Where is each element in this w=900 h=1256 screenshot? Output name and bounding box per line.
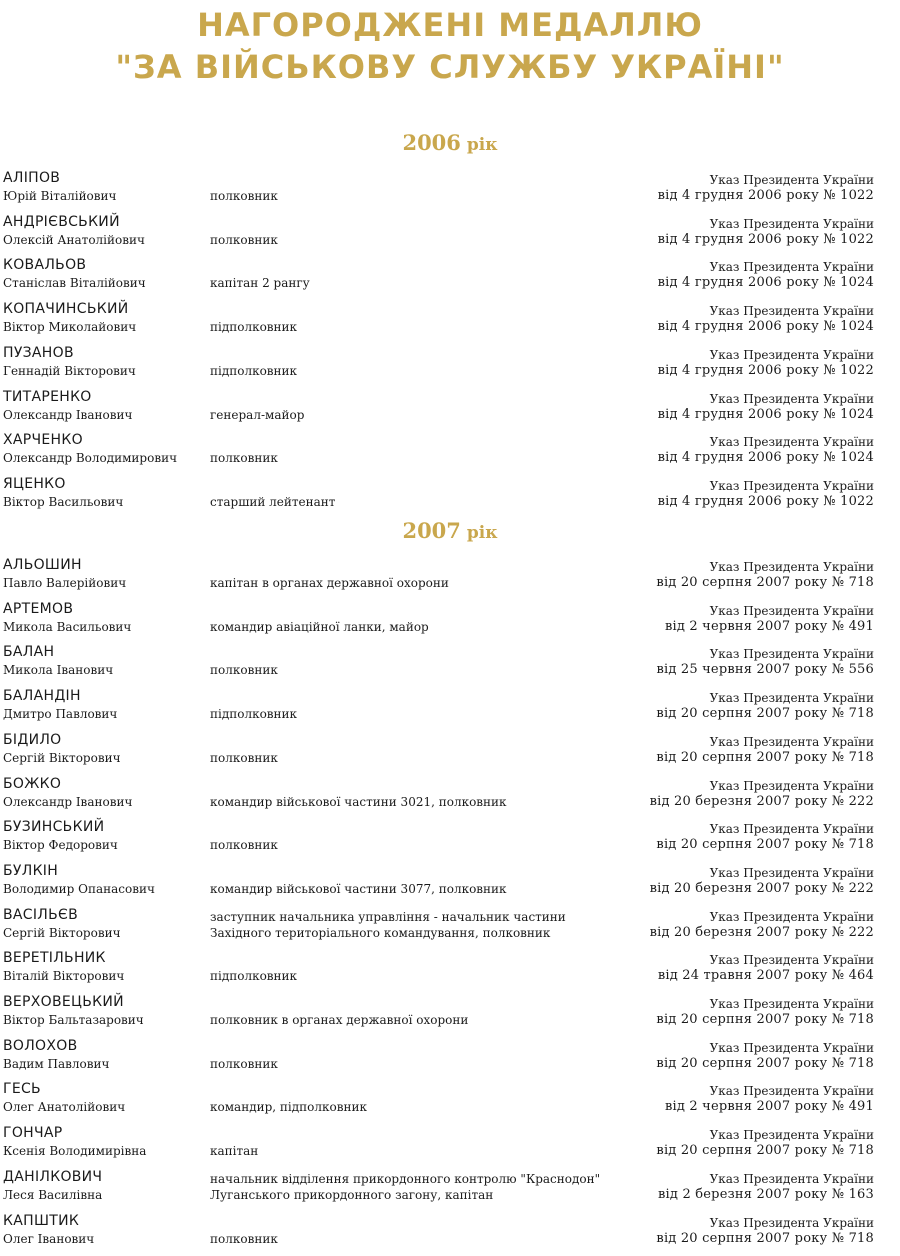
decree-reference: від 2 червня 2007 року № 491 <box>664 1099 874 1115</box>
awardee-entry <box>0 994 900 1034</box>
decree-issuer: Указ Президента України <box>709 347 874 362</box>
decree-reference: від 20 серпня 2007 року № 718 <box>656 1055 874 1071</box>
awardee-entry <box>0 644 900 684</box>
awardee-given-names: Вадим Павлович <box>3 1056 110 1071</box>
decree-issuer: Указ Президента України <box>709 909 874 924</box>
decree-reference: від 20 березня 2007 року № 222 <box>649 880 874 896</box>
awardee-surname: БІДИЛО <box>3 731 62 748</box>
awardee-rank: полковник <box>210 1056 278 1071</box>
awardee-given-names: Володимир Опанасович <box>3 881 155 896</box>
awardee-entry <box>0 950 900 990</box>
awardee-surname: ДАНІЛКОВИЧ <box>3 1168 103 1185</box>
year-number: 2006 <box>402 130 461 155</box>
awardee-rank: командир авіаційної ланки, майор <box>210 619 429 634</box>
awardee-entry <box>0 432 900 472</box>
awardee-given-names: Олег Іванович <box>3 1231 95 1246</box>
awardee-given-names: Віктор Бальтазарович <box>3 1013 144 1027</box>
awardee-position-line-1: заступник начальника управління - начальник частини <box>210 909 566 924</box>
awardee-rank: капітан 2 рангу <box>210 276 310 291</box>
page-title-line-2: "ЗА ВІЙСЬКОВУ СЛУЖБУ УКРАЇНІ" <box>115 48 785 86</box>
decree-issuer: Указ Президента України <box>709 953 874 968</box>
decree-issuer: Указ Президента України <box>709 822 874 837</box>
awardee-surname: ПУЗАНОВ <box>3 344 74 361</box>
decree-reference: від 20 серпня 2007 року № 718 <box>656 1012 874 1027</box>
awardee-surname: КОВАЛЬОВ <box>3 257 87 274</box>
awardee-surname: ХАРЧЕНКО <box>3 432 83 449</box>
awardee-rank: полковник <box>210 838 278 853</box>
awardee-surname: БУЛКІН <box>3 862 59 879</box>
awardee-given-names: Станіслав Віталійович <box>3 276 146 291</box>
awardee-rank: командир військової частини 3077, полковник <box>210 881 507 896</box>
awardee-surname: ТИТАРЕНКО <box>3 388 92 405</box>
decree-reference: від 4 грудня 2006 року № 1022 <box>657 188 874 203</box>
awardee-surname: КАПШТИК <box>3 1212 80 1229</box>
decree-reference: від 4 грудня 2006 року № 1024 <box>657 319 874 335</box>
year-number: 2007 <box>402 518 461 543</box>
decree-issuer: Указ Президента України <box>709 478 874 493</box>
awardee-entry <box>0 1213 900 1253</box>
awardee-surname: БАЛАН <box>3 644 55 661</box>
decree-issuer: Указ Президента України <box>709 865 874 880</box>
awardee-rank: полковник <box>210 750 278 765</box>
awardee-entry <box>0 476 900 516</box>
awardee-entry <box>0 732 900 772</box>
awardee-entry <box>0 557 900 597</box>
awardee-entry <box>0 1169 900 1209</box>
decree-reference: від 4 грудня 2006 року № 1024 <box>657 406 874 422</box>
awardee-entry <box>0 345 900 385</box>
decree-issuer: Указ Президента України <box>709 603 874 618</box>
awardee-rank: підполковник <box>210 363 298 378</box>
decree-reference: від 4 грудня 2006 року № 1022 <box>657 231 874 247</box>
awardee-given-names: Олексій Анатолійович <box>3 232 145 247</box>
awardee-surname: БОЖКО <box>3 775 62 792</box>
awardee-given-names: Дмитро Павлович <box>3 707 118 722</box>
awardee-rank: полковник <box>210 663 278 678</box>
awardee-rank: підполковник <box>210 969 298 984</box>
awardee-entry <box>0 1038 900 1078</box>
awardee-given-names: Олег Анатолійович <box>3 1100 126 1115</box>
awardee-surname: АЛЬОШИН <box>3 557 82 573</box>
awardee-surname: БУЗИНСЬКИЙ <box>3 819 105 836</box>
decree-reference: від 20 березня 2007 року № 222 <box>649 924 874 940</box>
decree-reference: від 20 серпня 2007 року № 718 <box>656 575 874 590</box>
awardee-rank: капітан <box>210 1144 259 1159</box>
awardee-rank: полковник <box>210 189 278 203</box>
decree-issuer: Указ Президента України <box>709 560 874 574</box>
decree-reference: від 20 серпня 2007 року № 718 <box>656 706 874 722</box>
awardee-rank: підполковник <box>210 320 298 335</box>
awardee-entry <box>0 601 900 641</box>
year-suffix: рік <box>466 135 498 155</box>
decree-issuer: Указ Президента України <box>709 435 874 450</box>
decree-issuer: Указ Президента України <box>709 1128 874 1143</box>
decree-reference: від 4 грудня 2006 року № 1022 <box>657 362 874 378</box>
awardee-given-names: Олександр Іванович <box>3 794 133 809</box>
awardee-rank: полковник <box>210 451 278 466</box>
awardee-given-names: Леся Василівна <box>3 1187 103 1202</box>
awardee-surname: КОПАЧИНСЬКИЙ <box>3 301 129 318</box>
awardee-given-names: Юрій Віталійович <box>3 189 117 203</box>
awardee-given-names: Сергій Вікторович <box>3 925 121 940</box>
decree-issuer: Указ Президента України <box>709 216 874 231</box>
awardee-given-names: Ксенія Володимирівна <box>3 1144 147 1159</box>
decree-reference: від 24 травня 2007 року № 464 <box>657 968 874 984</box>
awardee-given-names: Микола Іванович <box>3 663 114 678</box>
awardee-given-names: Віктор Васильович <box>3 494 124 509</box>
decree-issuer: Указ Президента України <box>709 647 874 662</box>
awardee-entry <box>0 170 900 210</box>
awardee-entry <box>0 688 900 728</box>
awardee-surname: ВОЛОХОВ <box>3 1037 78 1054</box>
awardee-entry <box>0 776 900 816</box>
decree-issuer: Указ Президента України <box>709 997 874 1011</box>
awardee-given-names: Олександр Іванович <box>3 407 133 422</box>
year-heading-2007 <box>0 518 900 543</box>
awardee-surname: ГОНЧАР <box>3 1125 63 1142</box>
awardee-surname: АРТЕМОВ <box>3 600 74 617</box>
decree-reference: від 2 березня 2007 року № 163 <box>658 1186 874 1202</box>
awardee-rank: командир, підполковник <box>210 1100 367 1115</box>
year-suffix: рік <box>466 523 498 543</box>
awardee-entry <box>0 863 900 903</box>
decree-reference: від 2 червня 2007 року № 491 <box>664 618 874 634</box>
awardee-rank: старший лейтенант <box>210 494 336 509</box>
decree-issuer: Указ Президента України <box>709 260 874 275</box>
awardee-rank: Західного територіального командування, полковник <box>210 925 551 940</box>
awardee-entry <box>0 819 900 859</box>
awardee-given-names: Павло Валерійович <box>3 576 127 590</box>
awardee-given-names: Геннадій Вікторович <box>3 363 136 378</box>
awardee-rank: командир військової частини 3021, полковник <box>210 794 507 809</box>
decree-issuer: Указ Президента України <box>709 173 874 187</box>
awardee-entry <box>0 907 900 947</box>
awardee-entry <box>0 301 900 341</box>
decree-reference: від 20 серпня 2007 року № 718 <box>656 837 874 853</box>
awardee-given-names: Віктор Федорович <box>3 838 118 853</box>
awardee-given-names: Олександр Володимирович <box>3 451 178 466</box>
decree-issuer: Указ Президента України <box>709 1040 874 1055</box>
decree-issuer: Указ Президента України <box>709 1084 874 1099</box>
awardee-rank: полковник <box>210 232 278 247</box>
awardee-entry <box>0 1081 900 1121</box>
awardee-rank: Луганського прикордонного загону, капітан <box>210 1187 494 1202</box>
awardee-surname: ВЕРЕТІЛЬНИК <box>3 950 106 967</box>
decree-reference: від 20 серпня 2007 року № 718 <box>656 749 874 765</box>
decree-issuer: Указ Президента України <box>709 734 874 749</box>
awardee-entry <box>0 257 900 297</box>
awardee-surname: БАЛАНДІН <box>3 688 81 705</box>
year-heading-2006 <box>0 130 900 155</box>
decree-reference: від 20 серпня 2007 року № 718 <box>656 1143 874 1159</box>
awardee-given-names: Віктор Миколайович <box>3 320 137 335</box>
awardee-given-names: Сергій Вікторович <box>3 750 121 765</box>
awardee-surname: ГЕСЬ <box>3 1081 41 1098</box>
awardee-surname: АНДРІЄВСЬКИЙ <box>3 213 120 230</box>
awardee-surname: ВЕРХОВЕЦЬКИЙ <box>3 994 124 1010</box>
decree-reference: від 20 березня 2007 року № 222 <box>649 793 874 809</box>
decree-issuer: Указ Президента України <box>709 1215 874 1230</box>
decree-issuer: Указ Президента України <box>709 691 874 706</box>
awardee-surname: ВАСІЛЬЄВ <box>3 906 78 923</box>
decree-reference: від 20 серпня 2007 року № 718 <box>656 1230 874 1246</box>
awardee-entry <box>0 1125 900 1165</box>
awardee-given-names: Віталій Вікторович <box>3 969 125 984</box>
decree-reference: від 4 грудня 2006 року № 1024 <box>657 450 874 466</box>
decree-issuer: Указ Президента України <box>709 778 874 793</box>
decree-issuer: Указ Президента України <box>709 304 874 319</box>
decree-issuer: Указ Президента України <box>709 1171 874 1186</box>
awardee-rank: полковник в органах державної охорони <box>210 1013 469 1027</box>
awardee-surname: АЛІПОВ <box>3 170 61 186</box>
awardee-rank: капітан в органах державної охорони <box>210 576 449 590</box>
decree-reference: від 4 грудня 2006 року № 1024 <box>657 275 874 291</box>
decree-reference: від 25 червня 2007 року № 556 <box>656 662 874 678</box>
decree-issuer: Указ Президента України <box>709 391 874 406</box>
awardee-position-line-1: начальник відділення прикордонного контролю "Краснодон" <box>210 1171 601 1186</box>
awardee-entry <box>0 214 900 254</box>
awardee-rank: генерал-майор <box>210 407 305 422</box>
awardee-entry <box>0 389 900 429</box>
decree-reference: від 4 грудня 2006 року № 1022 <box>657 493 874 509</box>
page-title-line-1: НАГОРОДЖЕНІ МЕДАЛЛЮ <box>197 6 703 44</box>
awardee-surname: ЯЦЕНКО <box>3 475 66 492</box>
awardee-rank: підполковник <box>210 707 298 722</box>
awardee-rank: полковник <box>210 1231 278 1246</box>
awardee-given-names: Микола Васильович <box>3 619 132 634</box>
